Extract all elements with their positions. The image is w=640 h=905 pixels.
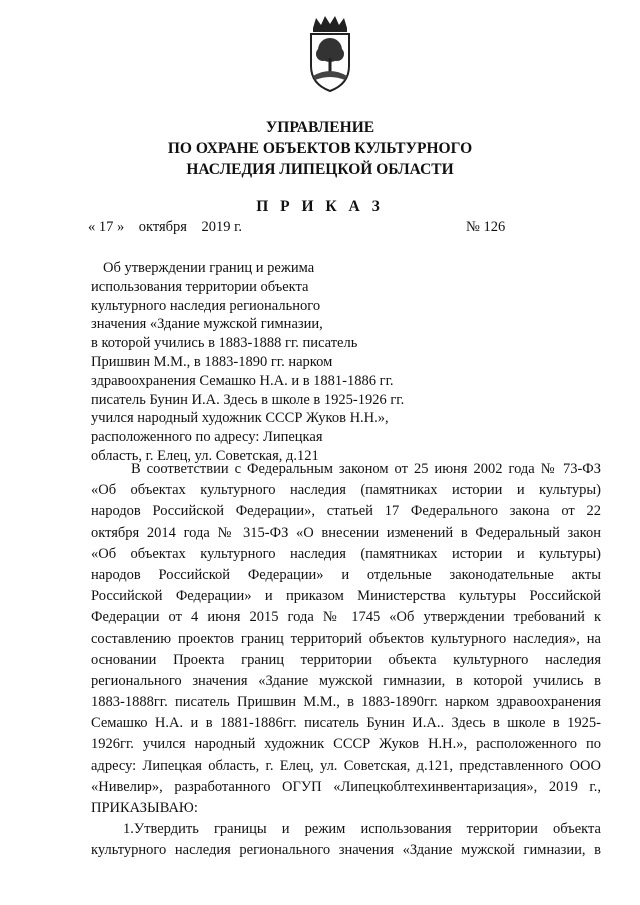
- body-line: Семашко Н.А. и в 1881-1886гг. писатель Бунин И.А.. Здесь в школе в 1925-: [91, 715, 601, 732]
- document-body: [91, 459, 601, 862]
- subject-line: в которой учились в 1883-1888 гг. писатель: [91, 335, 358, 352]
- subject-line: расположенного по адресу: Липецкая: [91, 429, 323, 446]
- subject-line: использования территории объекта: [91, 278, 309, 295]
- document-date: [88, 219, 242, 236]
- subject-line: культурного наследия регионального: [91, 297, 321, 314]
- body-line: народов Российской Федерации», статьей 17 Федерального закона от 22: [91, 503, 601, 520]
- body-line: составлению проектов границ территорий объектов культурного наследия», на: [91, 630, 601, 647]
- org-line: УПРАВЛЕНИЕ: [265, 119, 375, 136]
- document-type: П Р И К А З: [256, 198, 384, 215]
- body-line: ПРИКАЗЫВАЮ:: [91, 800, 198, 816]
- body-line: «Об объектах культурного наследия (памятниках истории и культуры): [91, 482, 601, 499]
- subject-line: значения «Здание мужской гимназии,: [91, 316, 323, 333]
- body-line: 1883-1888гг. писатель Пришвин М.М., в 1883-1890гг. нарком здравоохранения: [91, 694, 601, 711]
- subject-line: писатель Бунин И.А. Здесь в школе в 1925-1926 гг.: [91, 391, 405, 408]
- body-line: 1926гг. учился народный художник СССР Жуков Н.Н.», расположенного по: [91, 736, 601, 753]
- body-line: «Об объектах культурного наследия (памятниках истории и культуры): [91, 545, 601, 562]
- document-number: № 126: [466, 219, 506, 235]
- body-line: народов Российской Федерации» и отдельные законодательные акты: [91, 566, 601, 583]
- subject-line: здравоохранения Семашко Н.А. и в 1881-1886 гг.: [91, 372, 394, 389]
- body-line: В соответствии с Федеральным законом от 25 июня 2002 года № 73-ФЗ: [131, 461, 601, 477]
- date-day: « 17 »: [88, 219, 125, 235]
- org-line: ПО ОХРАНЕ ОБЪЕКТОВ КУЛЬТУРНОГО: [167, 140, 473, 157]
- organization-name: [0, 117, 640, 180]
- subject-line: Пришвин М.М., в 1883-1890 гг. нарком: [91, 353, 333, 370]
- body-line: Российской Федерации» и приказом Министерства культуры Российской: [91, 588, 601, 605]
- subject-line: Об утверждении границ и режима: [103, 260, 315, 276]
- document-subject: [91, 259, 421, 466]
- body-line: 1.Утвердить границы и режим использования территории объекта: [123, 821, 601, 838]
- org-line: НАСЛЕДИЯ ЛИПЕЦКОЙ ОБЛАСТИ: [186, 161, 454, 178]
- body-line: регионального значения «Здание мужской гимназии, в которой учились в: [91, 672, 601, 689]
- body-line: адресу: Липецкая область, г. Елец, ул. Советская, д.121, представленного ООО: [91, 757, 601, 774]
- body-line: октября 2014 года № 315-ФЗ «О внесении изменений в Федеральный закон: [91, 524, 601, 541]
- subject-line: область, г. Елец, ул. Советская, д.121: [91, 447, 319, 464]
- body-line: «Нивелир», разработанного ОГУП «Липецкоблтехинвентаризация», 2019 г.,: [91, 778, 601, 795]
- body-line: культурного наследия регионального значения «Здание мужской гимназии, в: [91, 842, 601, 859]
- body-line: основании Проекта границ территории объекта культурного наследия: [91, 651, 601, 668]
- subject-line: учился народный художник СССР Жуков Н.Н.»,: [91, 410, 389, 427]
- lipetsk-coat-of-arms-icon: [299, 14, 361, 94]
- date-month: октября: [138, 219, 187, 235]
- body-line: Федерации от 4 июня 2015 года № 1745 «Об утверждении требований к: [91, 609, 601, 626]
- date-year: 2019 г.: [201, 219, 243, 235]
